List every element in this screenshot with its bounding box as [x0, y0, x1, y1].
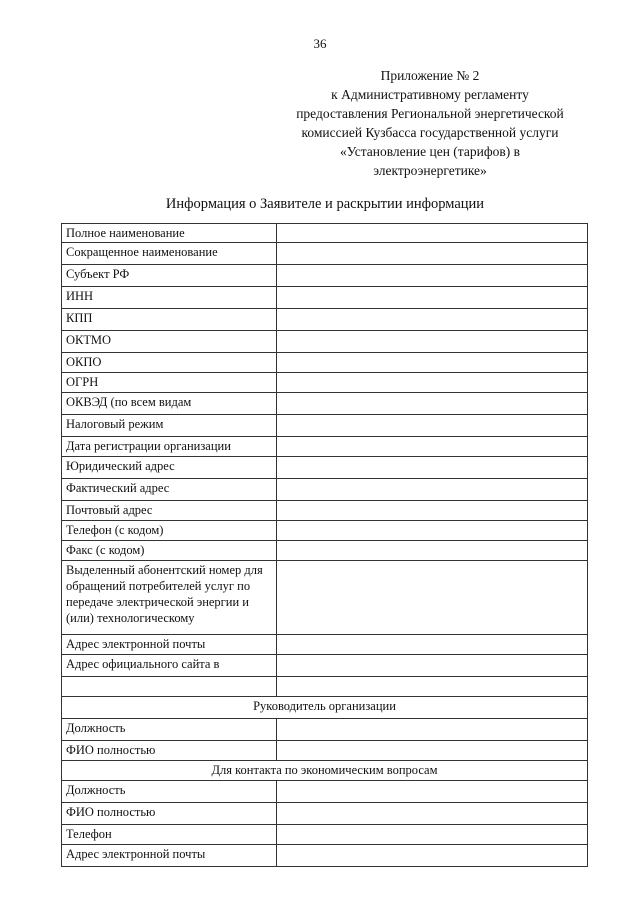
table-row — [62, 224, 588, 243]
table-row — [62, 331, 588, 353]
field-label: Факс (с кодом) — [62, 541, 277, 561]
field-value[interactable] — [277, 501, 588, 521]
field-value[interactable] — [277, 393, 588, 415]
appendix-line: предоставления Региональной энергетической — [296, 106, 564, 121]
table-row — [62, 309, 588, 331]
table-row — [62, 373, 588, 393]
table-row — [62, 781, 588, 803]
table-row — [62, 265, 588, 287]
table-row — [62, 457, 588, 479]
appendix-line: Приложение № 2 — [380, 68, 480, 83]
field-label: Дата регистрации организации — [62, 437, 277, 457]
field-value[interactable] — [277, 437, 588, 457]
field-value[interactable] — [277, 224, 588, 243]
field-value[interactable] — [277, 635, 588, 655]
table-row — [62, 393, 588, 415]
field-label: Адрес электронной почты — [62, 635, 277, 655]
field-label: Почтовый адрес — [62, 501, 277, 521]
field-label: Юридический адрес — [62, 457, 277, 479]
field-value[interactable] — [277, 521, 588, 541]
field-label: Телефон (с кодом) — [62, 521, 277, 541]
table-row — [62, 561, 588, 635]
table-row — [62, 287, 588, 309]
field-value[interactable] — [277, 845, 588, 867]
page-number: 36 — [313, 36, 327, 51]
applicant-info-table — [61, 223, 588, 867]
field-label: Выделенный абонентский номер для обращений потребителей услуг по передаче электрической энергии и (или) технологическому — [62, 561, 277, 635]
field-label: КПП — [62, 309, 277, 331]
appendix-line: к Административному регламенту — [331, 87, 529, 102]
table-row — [62, 635, 588, 655]
field-value[interactable] — [277, 287, 588, 309]
field-label: Должность — [62, 719, 277, 741]
table-row — [62, 479, 588, 501]
table-row — [62, 719, 588, 741]
field-value[interactable] — [277, 803, 588, 825]
field-value[interactable] — [277, 541, 588, 561]
field-label: Сокращенное наименование — [62, 243, 277, 265]
field-value[interactable] — [277, 457, 588, 479]
table-row — [62, 825, 588, 845]
field-value[interactable] — [277, 265, 588, 287]
appendix-line: комиссией Кузбасса государственной услуги — [301, 125, 559, 140]
field-value[interactable] — [277, 719, 588, 741]
table-row — [62, 437, 588, 457]
table-section-row — [62, 697, 588, 719]
table-row — [62, 803, 588, 825]
table-row — [62, 541, 588, 561]
field-label: ОКПО — [62, 353, 277, 373]
field-label: ФИО полностью — [62, 803, 277, 825]
table-row — [62, 845, 588, 867]
field-value[interactable] — [277, 677, 588, 697]
field-label: Адрес электронной почты — [62, 845, 277, 867]
field-label: Субъект РФ — [62, 265, 277, 287]
appendix-line: электроэнергетике» — [373, 163, 487, 178]
table-row — [62, 501, 588, 521]
field-value[interactable] — [277, 373, 588, 393]
field-label — [62, 677, 277, 697]
field-value[interactable] — [277, 353, 588, 373]
table-row — [62, 655, 588, 677]
section-heading: Руководитель организации — [62, 697, 588, 719]
field-label: ФИО полностью — [62, 741, 277, 761]
table-row — [62, 243, 588, 265]
field-value[interactable] — [277, 243, 588, 265]
table-row — [62, 415, 588, 437]
table-row — [62, 353, 588, 373]
field-label: ОКТМО — [62, 331, 277, 353]
field-label: Адрес официального сайта в — [62, 655, 277, 677]
table-row — [62, 677, 588, 697]
field-label: Телефон — [62, 825, 277, 845]
field-label: Должность — [62, 781, 277, 803]
table-row — [62, 741, 588, 761]
field-value[interactable] — [277, 331, 588, 353]
field-value[interactable] — [277, 741, 588, 761]
table-section-row — [62, 761, 588, 781]
field-value[interactable] — [277, 781, 588, 803]
field-value[interactable] — [277, 825, 588, 845]
table-row — [62, 521, 588, 541]
field-label: Фактический адрес — [62, 479, 277, 501]
field-value[interactable] — [277, 415, 588, 437]
field-label: ОГРН — [62, 373, 277, 393]
field-value[interactable] — [277, 309, 588, 331]
field-value[interactable] — [277, 561, 588, 635]
field-label: Налоговый режим — [62, 415, 277, 437]
form-title: Информация о Заявителе и раскрытии информации — [165, 196, 485, 212]
field-label: ИНН — [62, 287, 277, 309]
field-value[interactable] — [277, 479, 588, 501]
section-heading: Для контакта по экономическим вопросам — [62, 761, 588, 781]
field-label: ОКВЭД (по всем видам — [62, 393, 277, 415]
table-body — [62, 224, 588, 867]
appendix-line: «Установление цен (тарифов) в — [340, 144, 520, 159]
field-value[interactable] — [277, 655, 588, 677]
appendix-heading — [280, 66, 580, 180]
field-label: Полное наименование — [62, 224, 277, 243]
